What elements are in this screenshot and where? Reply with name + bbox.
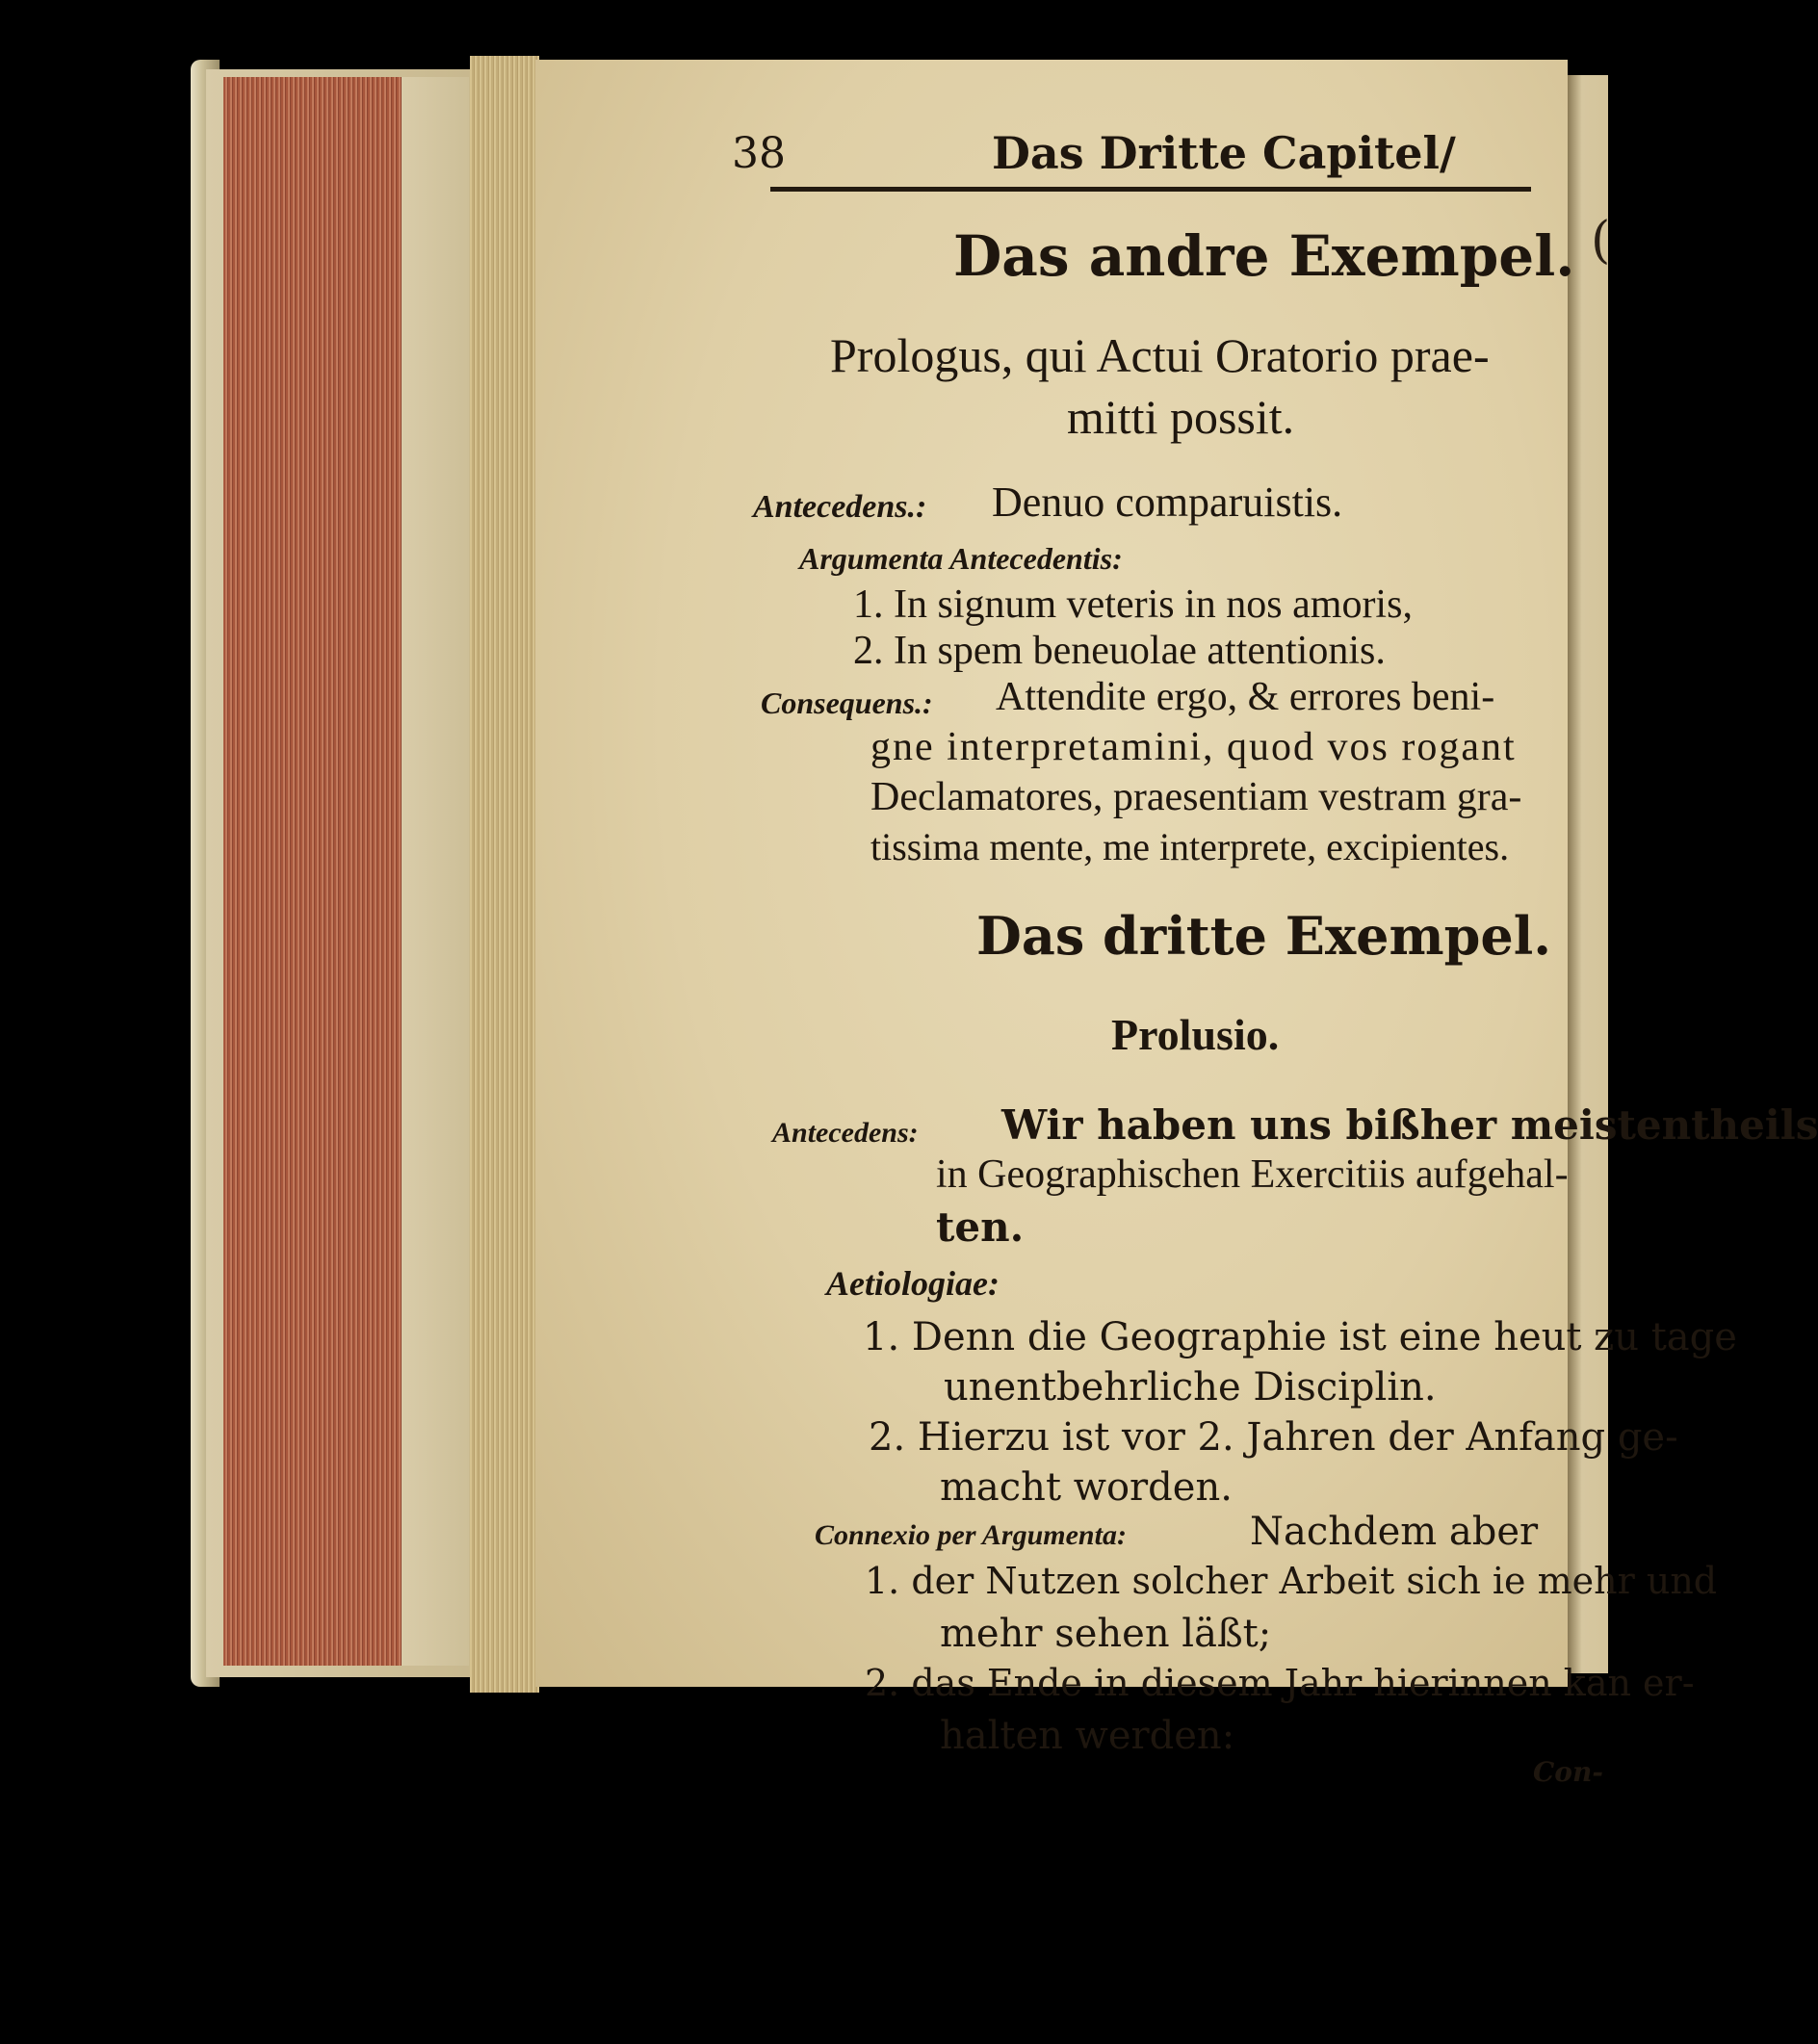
antecedens-label: Antecedens.: xyxy=(753,489,927,525)
antecedens3-label: Antecedens: xyxy=(772,1117,919,1149)
consequens-label: Consequens.: xyxy=(761,686,933,720)
argument-1: 1. In signum veteris in nos amoris, xyxy=(853,582,1413,627)
antecedens3-line1: Wir haben uns bißher meistentheils xyxy=(1001,1101,1818,1149)
aetiologia-2-line1: 2. Hierzu ist vor 2. Jahren der Anfang ge- xyxy=(869,1415,1678,1460)
connexio-2-line2: halten werden: xyxy=(940,1714,1235,1758)
antecedens3-line3: ten. xyxy=(936,1203,1025,1251)
connexio-label: Connexio per Argumenta: xyxy=(815,1519,1127,1551)
aetiologia-1-line1: 1. Denn die Geographie ist eine heut zu tage xyxy=(863,1315,1737,1359)
exempel3-heading: Das dritte Exempel. xyxy=(976,905,1552,967)
catchword: Con- xyxy=(1533,1756,1603,1788)
page-edges-red xyxy=(223,77,402,1666)
connexio-1-line2: mehr sehen läßt; xyxy=(940,1612,1272,1656)
argument-2: 2. In spem beneuolae attentionis. xyxy=(853,629,1386,673)
aetiologiae-label: Aetiologiae: xyxy=(826,1264,1000,1303)
antecedens3-line2: in Geographischen Exercitiis aufgehal- xyxy=(936,1152,1569,1197)
consequens-line3: Declamatores, praesentiam vestram gra- xyxy=(870,775,1522,819)
consequens-line2: gne interpretamini, quod vos rogant xyxy=(870,725,1517,769)
connexio-text: Nachdem aber xyxy=(1250,1510,1539,1554)
connexio-2-line1: 2. das Ende in diesem Jahr hierinnen kan er- xyxy=(865,1662,1695,1704)
page-edges-light xyxy=(402,77,469,1666)
antecedens-text: Denuo comparuistis. xyxy=(992,479,1343,526)
prologus-line2: mitti possit. xyxy=(1067,390,1295,444)
aetiologia-2-line2: macht worden. xyxy=(940,1465,1233,1510)
facing-page-glyph: ( xyxy=(1591,212,1611,270)
connexio-1-line1: 1. der Nutzen solcher Arbeit sich ie mehr und xyxy=(865,1560,1718,1602)
prolusio-heading: Prolusio. xyxy=(1111,1010,1280,1059)
page-number: 38 xyxy=(732,129,786,178)
page-leaves xyxy=(470,56,539,1693)
consequens-line4: tissima mente, me interprete, excipientes. xyxy=(870,825,1510,868)
argumenta-label: Argumenta Antecedentis: xyxy=(799,541,1123,576)
aetiologia-1-line2: unentbehrliche Disciplin. xyxy=(944,1365,1437,1410)
prologus-line1: Prologus, qui Actui Oratorio prae- xyxy=(830,328,1490,382)
consequens-line1: Attendite ergo, & errores beni- xyxy=(996,675,1495,719)
running-title: Das Dritte Capitel/ xyxy=(992,127,1456,179)
header-rule xyxy=(770,187,1531,192)
exempel2-heading: Das andre Exempel. xyxy=(953,223,1575,289)
